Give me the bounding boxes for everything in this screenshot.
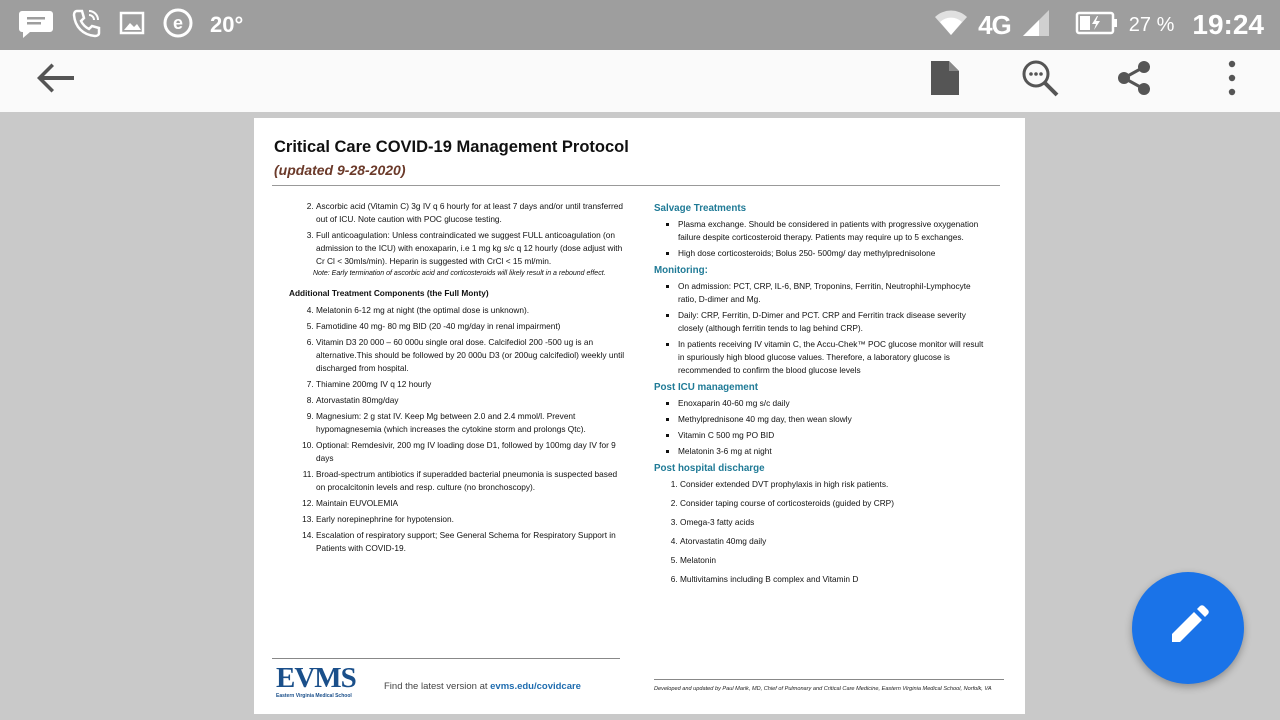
footer-divider-right bbox=[654, 679, 1004, 680]
logo-subtitle: Eastern Virginia Medical School bbox=[276, 693, 352, 699]
list-item: 12. Maintain EUVOLEMIA bbox=[316, 497, 628, 510]
note: Note: Early termination of ascorbic acid and corticosteroids will likely result in a rebound effect. bbox=[313, 270, 606, 277]
document-icon bbox=[930, 60, 960, 101]
svg-text:e: e bbox=[172, 12, 184, 33]
title-divider bbox=[272, 185, 1000, 186]
footer-divider-left bbox=[272, 658, 620, 659]
salvage-heading: Salvage Treatments bbox=[654, 203, 747, 214]
logo-name: EVMS bbox=[276, 662, 356, 694]
list-item: ▪ Plasma exchange. Should be considered in patients with progressive oxygenation failure despite corticosteroid therapy. Patients may require up to 5 exchanges. bbox=[678, 218, 989, 244]
list-item: ▪ Methylprednisone 40 mg day, then wean slowly bbox=[678, 413, 989, 426]
share-icon bbox=[1115, 60, 1153, 101]
list-item: ▪ Melatonin 3-6 mg at night bbox=[678, 445, 989, 458]
list-item: 8. Atorvastatin 80mg/day bbox=[316, 394, 628, 407]
battery-icon bbox=[1075, 10, 1119, 41]
search-button[interactable] bbox=[1010, 50, 1070, 110]
monitoring-list bbox=[654, 280, 989, 377]
latest-text: Find the latest version at bbox=[384, 681, 488, 692]
document-page[interactable] bbox=[254, 118, 1025, 714]
list-item: 9. Magnesium: 2 g stat IV. Keep Mg between 2.0 and 2.4 mmol/l. Prevent hypomagnesemia (which increases the cytokine storm and prolongs Qtc). bbox=[316, 410, 628, 436]
list-item: 6. Vitamin D3 20 000 – 60 000u single oral dose. Calcifediol 200 -500 ug is an alternative.This should be followed by 20 000u D3 (or 200ug calcifediol) weekly until discharged from hospital. bbox=[316, 336, 628, 375]
signal-icon bbox=[1021, 8, 1051, 43]
list-item: 7. Thiamine 200mg IV q 12 hourly bbox=[316, 378, 628, 391]
list-item: ▪ In patients receiving IV vitamin C, the Accu-Chek™ POC glucose monitor will result in spuriously high blood glucose values. Therefore, a laboratory glucose is recommended to confirm the blood glucose levels bbox=[678, 338, 989, 377]
post-icu-heading: Post ICU management bbox=[654, 382, 758, 393]
list-item: 6. Multivitamins including B complex and Vitamin D bbox=[680, 573, 989, 586]
more-options-button[interactable] bbox=[1202, 50, 1262, 110]
list-item: ▪ High dose corticosteroids; Bolus 250- 500mg/ day methylprednisolone bbox=[678, 247, 989, 260]
list-item: 1. Consider extended DVT prophylaxis in high risk patients. bbox=[680, 478, 989, 491]
monitoring-heading: Monitoring: bbox=[654, 265, 708, 276]
share-button[interactable] bbox=[1104, 50, 1164, 110]
battery-percent: 27 % bbox=[1128, 13, 1175, 36]
latest-link[interactable]: evms.edu/covidcare bbox=[490, 681, 581, 692]
list-item: 13. Early norepinephrine for hypotension. bbox=[316, 513, 628, 526]
evms-logo bbox=[276, 663, 371, 699]
list-item: ▪ Daily: CRP, Ferritin, D-Dimer and PCT. CRP and Ferritin track disease severity closely (although ferritin tends to lag behind CRP). bbox=[678, 309, 989, 335]
list-item: 3. Full anticoagulation: Unless contraindicated we suggest FULL anticoagulation (on admission to the ICU) with enoxaparin, i.e 1 mg kg s/c q 12 hourly (dose adjust with Cr Cl < 30mls/min). Heparin is suggested with CrCl < 15 ml/min. bbox=[316, 229, 628, 268]
right-column bbox=[654, 198, 989, 592]
status-bar bbox=[0, 0, 1280, 50]
network-type: 4G bbox=[978, 9, 1011, 40]
edit-fab-button[interactable] bbox=[1132, 572, 1244, 684]
image-icon bbox=[118, 9, 146, 42]
treatment-list bbox=[288, 200, 628, 268]
list-item: 4. Melatonin 6-12 mg at night (the optimal dose is unknown). bbox=[316, 304, 628, 317]
doc-subtitle: (updated 9-28-2020) bbox=[274, 162, 406, 178]
list-item: ▪ On admission: PCT, CRP, IL-6, BNP, Troponins, Ferritin, Neutrophil-Lymphocyte ratio, D-dimer and Mg. bbox=[678, 280, 989, 306]
pencil-icon bbox=[1166, 604, 1210, 653]
list-item: 5. Melatonin bbox=[680, 554, 989, 567]
phone-icon bbox=[70, 7, 102, 44]
list-item: ▪ Vitamin C 500 mg PO BID bbox=[678, 429, 989, 442]
list-item: 11. Broad-spectrum antibiotics if superadded bacterial pneumonia is suspected based on procalcitonin levels and resp. culture (no bronchoscopy). bbox=[316, 468, 628, 494]
post-hospital-list bbox=[654, 478, 989, 586]
back-button[interactable] bbox=[26, 50, 86, 110]
message-icon bbox=[18, 7, 54, 44]
additional-list bbox=[288, 304, 628, 555]
post-hospital-heading: Post hospital discharge bbox=[654, 463, 765, 474]
salvage-list bbox=[654, 218, 989, 260]
latest-version bbox=[384, 681, 581, 692]
arrow-left-icon bbox=[36, 63, 76, 98]
clock: 19:24 bbox=[1192, 9, 1264, 40]
list-item: 2. Consider taping course of corticosteroids (guided by CRP) bbox=[680, 497, 989, 510]
left-column bbox=[288, 200, 628, 558]
temperature: 20° bbox=[210, 12, 244, 37]
list-item: 4. Atorvastatin 40mg daily bbox=[680, 535, 989, 548]
browser-e-icon bbox=[162, 7, 194, 44]
more-vert-icon bbox=[1227, 60, 1237, 101]
list-item: 5. Famotidine 40 mg- 80 mg BID (20 -40 mg/day in renal impairment) bbox=[316, 320, 628, 333]
search-icon bbox=[1021, 59, 1059, 102]
app-toolbar bbox=[0, 50, 1280, 112]
list-item: 10. Optional: Remdesivir, 200 mg IV loading dose D1, followed by 100mg day IV for 9 days bbox=[316, 439, 628, 465]
wifi-icon bbox=[934, 9, 968, 42]
list-item: 14. Escalation of respiratory support; See General Schema for Respiratory Support in Patients with COVID-19. bbox=[316, 529, 628, 555]
list-item: ▪ Enoxaparin 40-60 mg s/c daily bbox=[678, 397, 989, 410]
doc-title: Critical Care COVID-19 Management Protocol bbox=[274, 138, 629, 156]
document-info-button[interactable] bbox=[915, 50, 975, 110]
additional-heading: Additional Treatment Components (the Full Monty) bbox=[289, 288, 489, 298]
list-item: 2. Ascorbic acid (Vitamin C) 3g IV q 6 hourly for at least 7 days and/or until transferred out of ICU. Note caution with POC glucose testing. bbox=[316, 200, 628, 226]
post-icu-list bbox=[654, 397, 989, 458]
author-credit: Developed and updated by Paul Marik, MD, Chief of Pulmonary and Critical Care Medicine, Eastern Virginia Medical School, Norfolk, VA bbox=[654, 686, 992, 692]
list-item: 3. Omega-3 fatty acids bbox=[680, 516, 989, 529]
